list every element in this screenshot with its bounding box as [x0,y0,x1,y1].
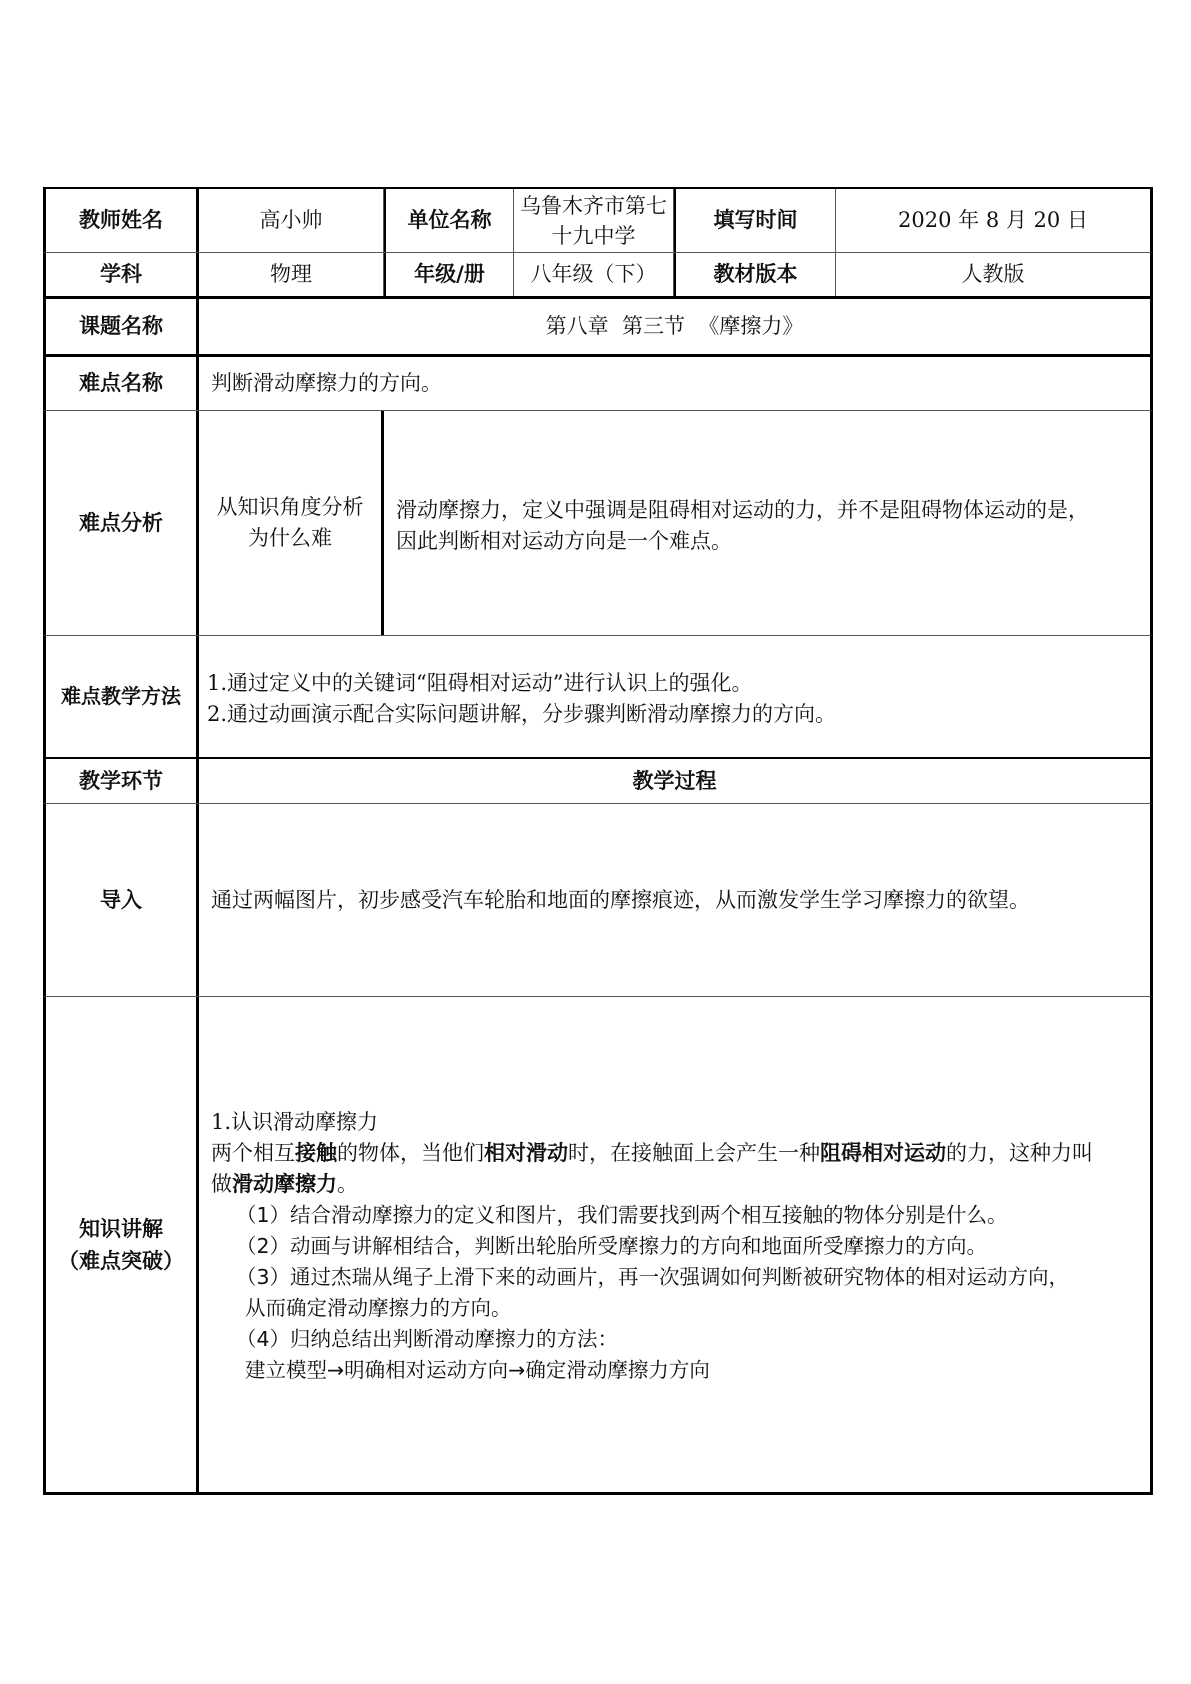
analysis-sublabel [199,411,384,635]
analysis-row [43,411,1153,636]
topic-label: 课题名称 [46,299,199,354]
analysis-text-line1: 滑动摩擦力，定义中强调是阻碍相对运动的力，并不是阻碍物体运动的是， [396,498,1089,522]
method-label: 难点教学方法 [46,636,199,757]
intro-label: 导入 [46,804,199,996]
teacher-name: 高小帅 [199,189,384,252]
lesson-plan-table [43,187,1153,1495]
edition-value: 人教版 [961,262,1025,286]
header-row-1 [43,187,1153,253]
difficulty-value: 判断滑动摩擦力的方向。 [211,371,442,395]
process-label: 教学过程 [632,768,717,793]
analysis-text-line2: 因此判断相对运动方向是一个难点。 [396,529,732,553]
subject-label: 学科 [46,253,199,296]
process-header-row [43,757,1153,804]
knowledge-step-3-line1: （3）通过杰瑞从绳子上滑下来的动画片，再一次强调如何判断被研究物体的相对运动方向， [236,1265,1070,1289]
date-label: 填写时间 [674,189,836,252]
intro-text: 通过两幅图片，初步感受汽车轮胎和地面的摩擦痕迹，从而激发学生学习摩擦力的欲望。 [211,887,1030,912]
knowledge-row [43,997,1153,1495]
knowledge-definition-line1: 两个相互接触的物体，当他们相对滑动时，在接触面上会产生一种阻碍相对运动的力，这种力叫 [211,1141,1093,1165]
stage-label: 教学环节 [46,759,199,803]
unit-name-line2: 十九中学 [551,223,636,248]
method-item-1: 1.通过定义中的关键词“阻碍相对运动”进行认识上的强化。 [207,670,753,695]
unit-label: 单位名称 [384,189,514,252]
knowledge-summary: 建立模型→明确相对运动方向→确定滑动摩擦力方向 [245,1358,710,1382]
knowledge-step-1: （1）结合滑动摩擦力的定义和图片，我们需要找到两个相互接触的物体分别是什么。 [236,1203,1008,1227]
topic-value: 第八章 第三节 《摩擦力》 [545,314,804,338]
knowledge-step-3-line2: 从而确定滑动摩擦力的方向。 [245,1296,512,1320]
knowledge-heading: 1.认识滑动摩擦力 [211,1110,379,1134]
difficulty-label: 难点名称 [46,357,199,410]
analysis-sublabel-line1: 从知识角度分析 [216,495,364,519]
difficulty-row [43,357,1153,411]
knowledge-label-line1: 知识讲解 [79,1216,163,1241]
knowledge-content [199,997,1150,1492]
date-value: 2020 年 8 月 20 日 [898,208,1088,232]
method-text [199,636,1150,757]
analysis-sublabel-line2: 为什么难 [248,526,332,550]
grade-label: 年级/册 [384,253,514,296]
method-row [43,636,1153,758]
knowledge-definition-line2: 做滑动摩擦力。 [211,1172,358,1196]
header-row-2 [43,253,1153,299]
teacher-label: 教师姓名 [46,189,199,252]
knowledge-step-4: （4）归纳总结出判断滑动摩擦力的方法： [236,1327,619,1351]
subject-value: 物理 [199,253,384,296]
knowledge-label [46,997,199,1492]
grade-value: 八年级（下） [514,253,674,296]
method-item-2: 2.通过动画演示配合实际问题讲解，分步骤判断滑动摩擦力的方向。 [207,701,837,726]
analysis-label: 难点分析 [46,411,199,635]
unit-name-line1: 乌鲁木齐市第七 [520,193,667,218]
intro-row [43,804,1153,997]
knowledge-step-2: （2）动画与讲解相结合，判断出轮胎所受摩擦力的方向和地面所受摩擦力的方向。 [236,1234,988,1258]
edition-label: 教材版本 [674,253,836,296]
topic-row [43,299,1153,357]
knowledge-label-line2: （难点突破） [58,1248,184,1273]
analysis-text [384,411,1150,635]
unit-name [514,189,674,252]
